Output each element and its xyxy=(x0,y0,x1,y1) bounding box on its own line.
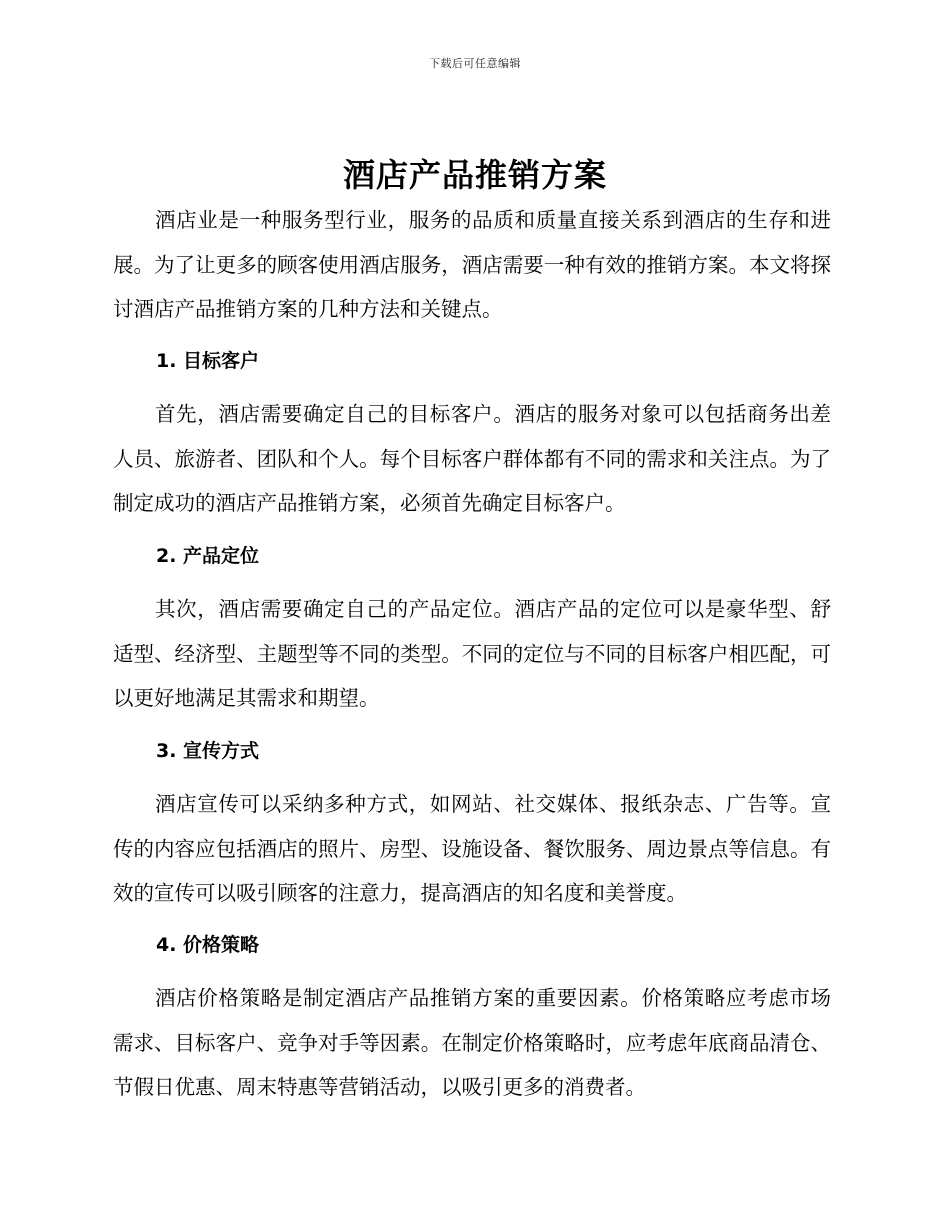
section-body-promotion: 酒店宣传可以采纳多种方式，如网站、社交媒体、报纸杂志、广告等。宣传的内容应包括酒店的照片、房型、设施设备、餐饮服务、周边景点等信息。有效的宣传可以吸引顾客的注意力，提高酒店的知名度和美誉度。 xyxy=(113,792,831,905)
section-body-pricing: 酒店价格策略是制定酒店产品推销方案的重要因素。价格策略应考虑市场需求、目标客户、竞争对手等因素。在制定价格策略时，应考虑年底商品清仓、节假日优惠、周末特惠等营销活动，以吸引更多的消费者。 xyxy=(113,986,831,1099)
header-note: 下载后可任意编辑 xyxy=(429,57,521,70)
section-heading-promotion: 3. 宣传方式 xyxy=(156,740,260,762)
section-heading-product-positioning: 2. 产品定位 xyxy=(156,545,260,567)
document-title: 酒店产品推销方案 xyxy=(342,156,607,194)
section-body-target-customers: 首先，酒店需要确定自己的目标客户。酒店的服务对象可以包括商务出差人员、旅游者、团队和个人。每个目标客户群体都有不同的需求和关注点。为了制定成功的酒店产品推销方案，必须首先确定目标客户。 xyxy=(113,402,831,515)
section-heading-target-customers: 1. 目标客户 xyxy=(156,350,260,372)
intro-paragraph: 酒店业是一种服务型行业，服务的品质和质量直接关系到酒店的生存和进展。为了让更多的顾客使用酒店服务，酒店需要一种有效的推销方案。本文将探讨酒店产品推销方案的几种方法和关键点。 xyxy=(113,208,831,321)
section-body-product-positioning: 其次，酒店需要确定自己的产品定位。酒店产品的定位可以是豪华型、舒适型、经济型、主题型等不同的类型。不同的定位与不同的目标客户相匹配，可以更好地满足其需求和期望。 xyxy=(113,597,831,710)
section-heading-pricing: 4. 价格策略 xyxy=(156,934,260,956)
